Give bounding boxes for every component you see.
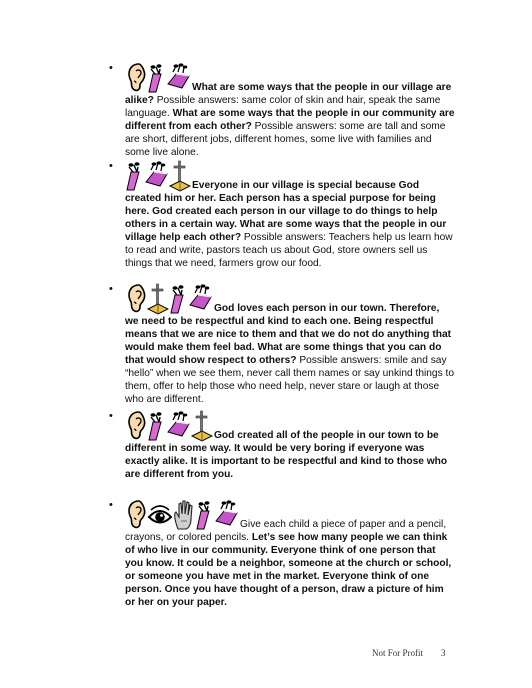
bible-cross-icon — [169, 160, 191, 192]
bible-cross-icon — [191, 410, 213, 442]
bold-text: Everyone in our village is special because God created him or her. Each person has a special purpose for being here. God created each person in our village to do things to help others in a certain way. What are some ways that the people in our village help each other? — [125, 180, 447, 243]
eye-icon — [147, 499, 173, 531]
bullet: • — [109, 283, 113, 295]
handshake-icon — [215, 499, 239, 531]
bullet: • — [109, 62, 113, 74]
plain-text: Possible answers: same color of skin and hair, speak the same language. — [125, 95, 441, 119]
icon-row — [125, 499, 239, 531]
handshake-icon — [167, 410, 191, 442]
paragraph-draw-activity — [109, 499, 455, 609]
handshake-icon — [189, 283, 213, 315]
page-number: 3 — [441, 648, 446, 658]
paragraph-god-created-different — [109, 410, 455, 481]
bold-text: What are some ways that the people in our village are alike? — [125, 82, 452, 106]
bold-text: What are some ways that the people in our community are different from each other? — [125, 108, 455, 132]
plain-text: Possible answers: smile and say “hello” when we see them, never call them names or say unkind things to them, offer to help those who need help, never stare or laugh at those who are different. — [125, 355, 454, 405]
bullet: • — [109, 160, 113, 172]
icon-row — [125, 283, 213, 315]
ear-icon — [125, 499, 147, 531]
paragraph-everyone-special — [109, 160, 455, 270]
plain-text: Possible answers: Teachers help us learn how to read and write, pastors teach us about God, store owners sell us things that we need, farmers grow our food. — [125, 232, 453, 269]
hand-icon — [173, 499, 195, 531]
paragraph-village-alike — [109, 62, 455, 159]
ear-icon — [125, 62, 147, 94]
paragraph-god-loves — [109, 283, 455, 406]
speaking-lips-icon — [169, 283, 189, 315]
paragraph-text — [125, 82, 455, 158]
bold-text: God created all of the people in our town to be different in some way. It would be very boring if everyone was exactly alike. It is important to be respectful and kind to those who are different from you. — [125, 430, 448, 480]
speaking-lips-icon — [195, 499, 215, 531]
plain-text: Give each child a piece of paper and a pencil, crayons, or colored pencils. — [125, 519, 447, 543]
handshake-icon — [167, 62, 191, 94]
speaking-lips-icon — [147, 62, 167, 94]
icon-row — [125, 62, 191, 94]
paragraph-text — [125, 180, 453, 269]
speaking-lips-icon — [147, 410, 167, 442]
page-footer — [372, 648, 446, 658]
paragraph-text — [125, 303, 454, 405]
speaking-lips-icon — [125, 160, 145, 192]
icon-row — [125, 160, 191, 192]
bullet: • — [109, 499, 113, 511]
plain-text: Possible answers: some are tall and some are short, different jobs, different homes, some live with families and some live alone. — [125, 121, 446, 158]
bold-text: God loves each person in our town. Therefore, we need to be respectful and kind to each one. Being respectful means that we are nice to them and that we do not do anything that would make them feel bad. What are some things that you can do that would show respect to others? — [125, 303, 452, 366]
icon-row — [125, 410, 213, 442]
bullet: • — [109, 410, 113, 422]
bold-text: Let’s see how many people we can think of who live in our community. Everyone think of one person that you know. It could be a neighbor, someone at the church or school, or someone you have met in the market. Everyone think of one person. Once you have thought of a person, draw a picture of him or her on your paper. — [125, 532, 452, 608]
handshake-icon — [145, 160, 169, 192]
paragraph-text — [125, 519, 451, 608]
footer-label: Not For Profit — [372, 648, 424, 658]
ear-icon — [125, 410, 147, 442]
bible-cross-icon — [147, 283, 169, 315]
ear-icon — [125, 283, 147, 315]
